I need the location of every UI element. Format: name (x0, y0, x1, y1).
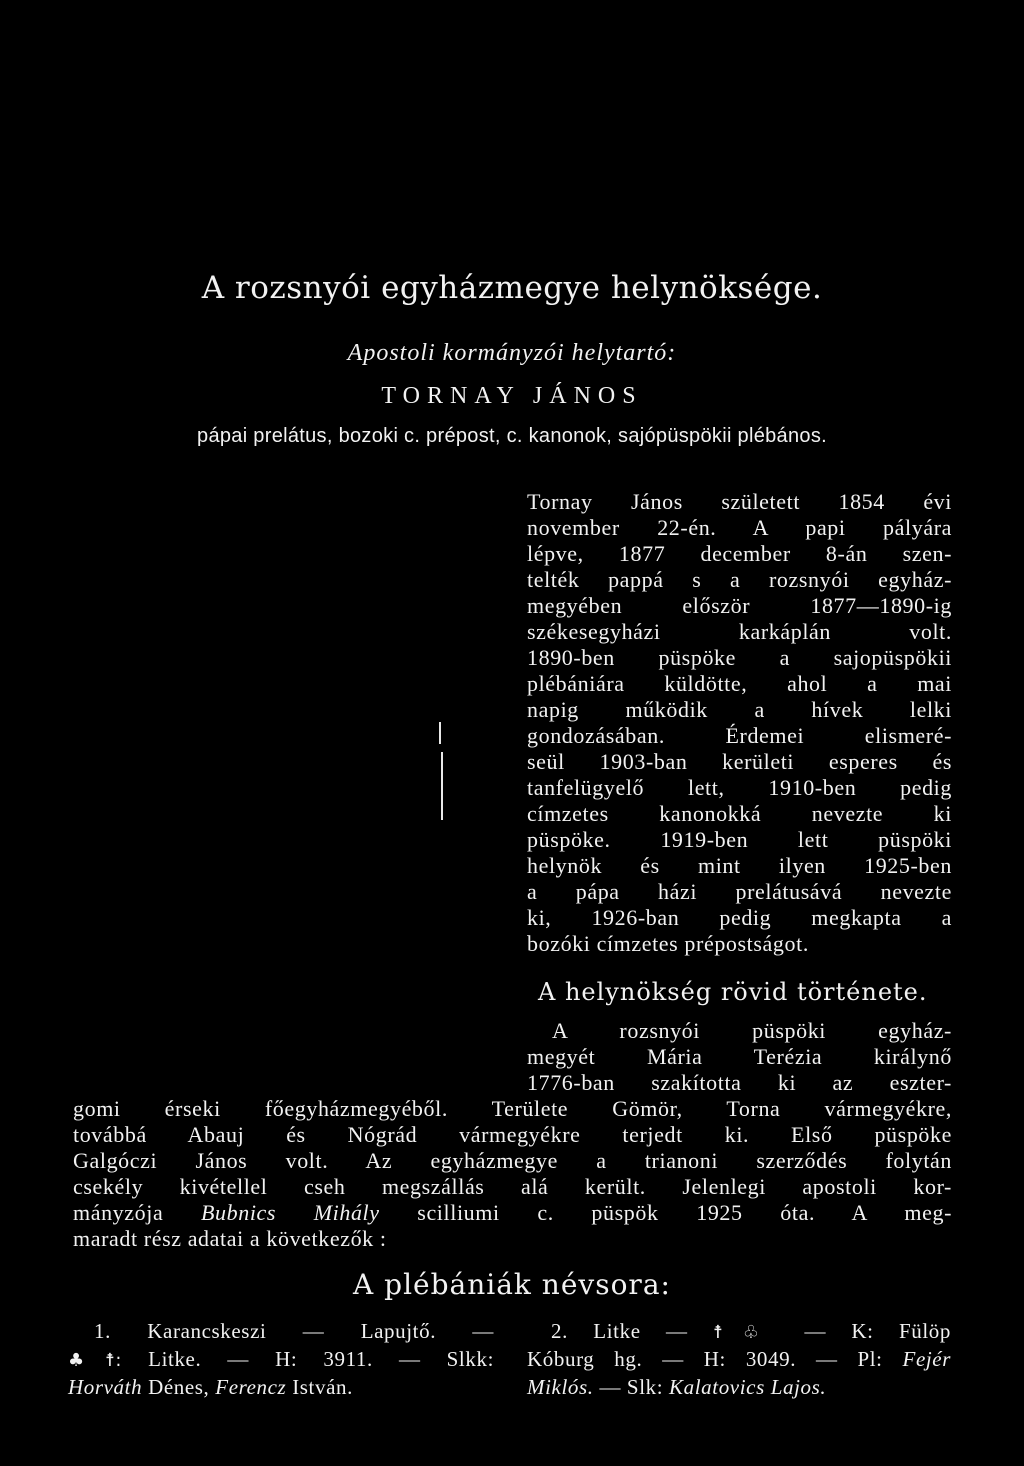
history-line (73, 1200, 952, 1226)
entry-text: — K: Fülöp (804, 1319, 951, 1343)
bio-line: székesegyházi karkáplán volt. (527, 619, 952, 644)
parish-entry-2-line-1 (551, 1317, 951, 1347)
margin-mark (441, 752, 443, 820)
history-heading: A helynökség rövid története. (538, 978, 928, 1006)
entry-italic: Miklós. (527, 1375, 594, 1399)
parish-entry-1-line-1: 1. Karancskeszi — Lapujtő. — (94, 1319, 494, 1343)
parish-entry-2-line-2 (527, 1345, 951, 1373)
subtitle: Apostoli kormányzói helytartó: (347, 340, 677, 366)
bio-line: püspöke. 1919-ben lett püspöki (527, 827, 952, 852)
margin-mark (439, 722, 441, 744)
entry-text: 2. Litke — (551, 1319, 688, 1343)
bio-line: címzetes kanonokká nevezte ki (527, 801, 952, 826)
bio-line: napig működik a hívek lelki (527, 697, 952, 722)
bio-line: ki, 1926-ban pedig megkapta a (527, 905, 952, 930)
history-text: scilliumi c. püspök 1925 óta. A meg- (417, 1200, 953, 1225)
bio-line: plébániára küldötte, ahol a mai (527, 671, 952, 696)
history-line: csekély kivétellel cseh megszállás alá került. Jelenlegi apostoli kor- (73, 1174, 952, 1199)
bio-line: Tornay János született 1854 évi (527, 489, 952, 514)
bio-line: helynök és mint ilyen 1925-ben (527, 853, 952, 878)
history-line: Galgóczi János volt. Az egyházmegye a trianoni szerződés folytán (73, 1148, 952, 1173)
entry-text: — Slk: (599, 1375, 664, 1399)
bio-line: 1890-ben püspöke a sajopüspökii (527, 645, 952, 670)
bio-line: november 22-én. A papi pályára (527, 515, 952, 540)
history-line: megyét Mária Terézia királynő (527, 1044, 952, 1069)
patron-icon: ♣☨: (68, 1350, 123, 1371)
history-line: 1776-ban szakította ki az eszter- (527, 1070, 952, 1095)
entry-italic: Ferencz (215, 1375, 287, 1399)
ranks-line: pápai prelátus, bozoki c. prépost, c. kanonok, sajópüspökii plébános. (197, 425, 827, 447)
entry-text: István. (292, 1375, 353, 1399)
history-line: A rozsnyói püspöki egyház- (552, 1018, 952, 1043)
bio-line: seül 1903-ban kerületi esperes és (527, 749, 952, 774)
administrator-name: Bubnics Mihály (200, 1200, 380, 1225)
person-name: TORNAY JÁNOS (381, 383, 643, 409)
parishes-heading: A plébániák névsora: (353, 1268, 671, 1301)
parish-entry-2-line-3 (527, 1373, 951, 1401)
entry-text: Dénes, (148, 1375, 210, 1399)
entry-italic: Fejér (902, 1347, 951, 1371)
bio-line: gondozásában. Érdemei elismeré- (527, 723, 952, 748)
bio-line: bozóki címzetes prépostságot. (527, 931, 809, 956)
page-title: A rozsnyói egyházmegye helynöksége. (201, 270, 823, 306)
entry-text: Litke. — H: 3911. — Slkk: (148, 1347, 494, 1371)
patron-icon: ☨♧ (712, 1322, 780, 1343)
bio-line: telték pappá s a rozsnyói egyház- (527, 567, 952, 592)
entry-text: Kóburg hg. — H: 3049. — Pl: (527, 1347, 883, 1371)
bio-line: tanfelügyelő lett, 1910-ben pedig (527, 775, 952, 800)
bio-line: lépve, 1877 december 8-án szen- (527, 541, 952, 566)
parish-entry-1-line-2 (68, 1345, 494, 1375)
history-line: gomi érseki főegyházmegyéből. Területe Gömör, Torna vármegyékre, (73, 1096, 952, 1121)
history-text: mányzója (73, 1200, 164, 1225)
entry-italic: Horváth (68, 1375, 143, 1399)
history-line: maradt rész adatai a következők : (73, 1226, 387, 1251)
bio-line: a pápa házi prelátusává nevezte (527, 879, 952, 904)
entry-italic: Kalatovics Lajos. (669, 1375, 827, 1399)
parish-entry-1-line-3 (68, 1373, 494, 1401)
bio-line: megyében először 1877—1890-ig (527, 593, 952, 618)
biography (527, 489, 952, 959)
history-line: továbbá Abauj és Nógrád vármegyékre terjedt ki. Első püspöke (73, 1122, 952, 1147)
